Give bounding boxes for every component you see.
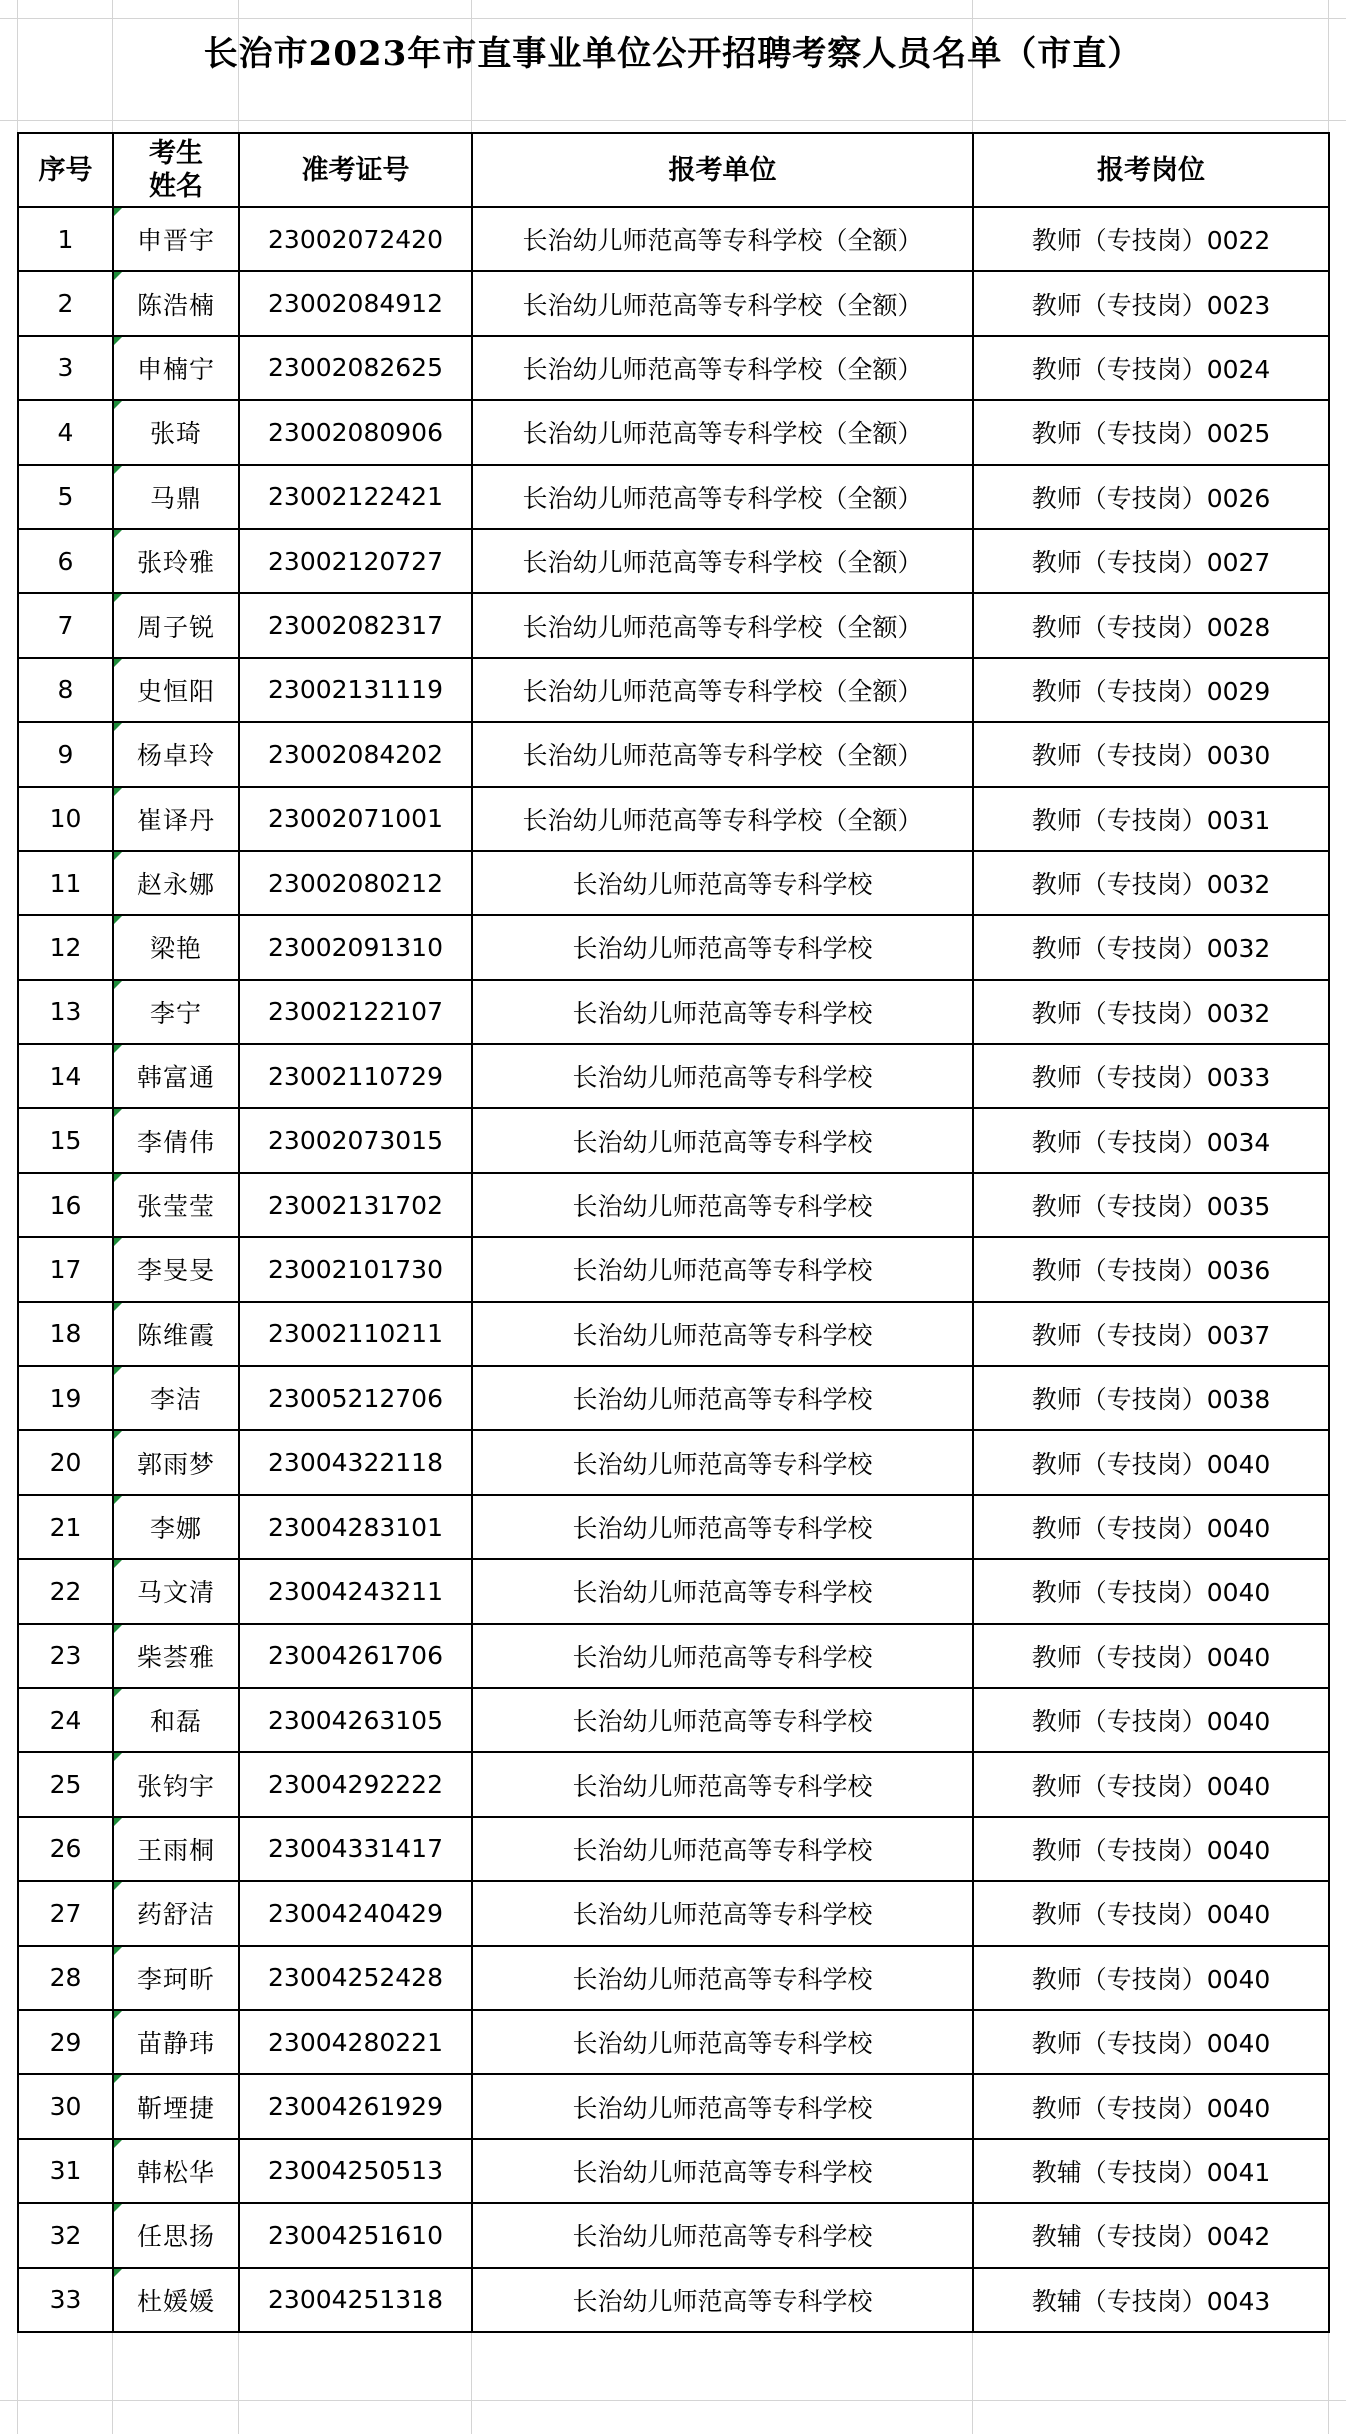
table-row (18, 1495, 1329, 1559)
cell-exam-id: 23004250513 (239, 2139, 472, 2203)
cell-unit: 长治幼儿师范高等专科学校 (472, 2074, 973, 2138)
candidate-name: 崔译丹 (136, 805, 215, 835)
cell-seq: 4 (18, 400, 113, 464)
cell-comment-marker-icon (114, 2204, 122, 2212)
cell-name (113, 1688, 239, 1752)
cell-seq: 33 (18, 2268, 113, 2332)
cell-name (113, 1237, 239, 1301)
candidate-name: 申晋宇 (136, 226, 215, 256)
cell-position: 教师（专技岗）0035 (973, 1173, 1329, 1237)
cell-exam-id: 23002122421 (239, 465, 472, 529)
cell-exam-id: 23004263105 (239, 1688, 472, 1752)
cell-exam-id: 23002091310 (239, 915, 472, 979)
cell-comment-marker-icon (114, 1367, 122, 1375)
cell-seq: 27 (18, 1881, 113, 1945)
cell-comment-marker-icon (114, 401, 122, 409)
candidate-name: 张玲雅 (136, 548, 215, 578)
cell-position: 教师（专技岗）0022 (973, 207, 1329, 271)
candidate-name: 杨卓玲 (136, 741, 215, 771)
cell-exam-id: 23002101730 (239, 1237, 472, 1301)
cell-seq: 18 (18, 1302, 113, 1366)
cell-seq: 5 (18, 465, 113, 529)
candidate-name: 马文清 (136, 1578, 215, 1608)
header-name-line1: 考生 (149, 138, 203, 169)
cell-comment-marker-icon (114, 1818, 122, 1826)
candidate-name: 申楠宁 (136, 354, 215, 384)
cell-seq: 8 (18, 658, 113, 722)
cell-name (113, 1495, 239, 1559)
cell-unit: 长治幼儿师范高等专科学校 (472, 1237, 973, 1301)
cell-exam-id: 23004261929 (239, 2074, 472, 2138)
cell-comment-marker-icon (114, 2011, 122, 2019)
cell-exam-id: 23004331417 (239, 1817, 472, 1881)
cell-position: 教师（专技岗）0037 (973, 1302, 1329, 1366)
cell-exam-id: 23002110211 (239, 1302, 472, 1366)
cell-seq: 26 (18, 1817, 113, 1881)
cell-comment-marker-icon (114, 723, 122, 731)
cell-comment-marker-icon (114, 1947, 122, 1955)
table-row (18, 1302, 1329, 1366)
cell-name (113, 2139, 239, 2203)
cell-comment-marker-icon (114, 1689, 122, 1697)
cell-comment-marker-icon (114, 1303, 122, 1311)
cell-unit: 长治幼儿师范高等专科学校 (472, 1559, 973, 1623)
cell-seq: 17 (18, 1237, 113, 1301)
table-row (18, 1752, 1329, 1816)
cell-unit: 长治幼儿师范高等专科学校 (472, 1044, 973, 1108)
cell-exam-id: 23004243211 (239, 1559, 472, 1623)
cell-exam-id: 23004283101 (239, 1495, 472, 1559)
candidate-name: 王雨桐 (136, 1835, 215, 1865)
cell-unit: 长治幼儿师范高等专科学校 (472, 1752, 973, 1816)
cell-name (113, 1752, 239, 1816)
cell-name (113, 1108, 239, 1172)
header-name-line2: 姓名 (149, 171, 203, 202)
cell-comment-marker-icon (114, 852, 122, 860)
candidate-name: 靳堙捷 (136, 2093, 215, 2123)
candidate-name: 韩富通 (136, 1063, 215, 1093)
candidate-name: 任思扬 (136, 2222, 215, 2252)
header-seq: 序号 (18, 133, 113, 207)
cell-exam-id: 23004240429 (239, 1881, 472, 1945)
table-row (18, 658, 1329, 722)
cell-position: 教师（专技岗）0040 (973, 2010, 1329, 2074)
cell-unit: 长治幼儿师范高等专科学校 (472, 2203, 973, 2267)
cell-comment-marker-icon (114, 337, 122, 345)
cell-unit: 长治幼儿师范高等专科学校 (472, 1430, 973, 1494)
candidate-name: 张琦 (149, 419, 202, 449)
candidate-name: 李旻旻 (136, 1256, 215, 1286)
cell-comment-marker-icon (114, 272, 122, 280)
cell-comment-marker-icon (114, 1045, 122, 1053)
cell-position: 教师（专技岗）0023 (973, 271, 1329, 335)
cell-position: 教辅（专技岗）0041 (973, 2139, 1329, 2203)
cell-unit: 长治幼儿师范高等专科学校 (472, 1624, 973, 1688)
candidate-name: 周子锐 (136, 612, 215, 642)
cell-name (113, 336, 239, 400)
cell-unit: 长治幼儿师范高等专科学校（全额） (472, 787, 973, 851)
candidate-name: 柴荟雅 (136, 1642, 215, 1672)
cell-position: 教师（专技岗）0038 (973, 1366, 1329, 1430)
cell-name (113, 2010, 239, 2074)
cell-name (113, 980, 239, 1044)
cell-name (113, 2074, 239, 2138)
table-row (18, 2268, 1329, 2332)
cell-seq: 28 (18, 1946, 113, 2010)
cell-seq: 29 (18, 2010, 113, 2074)
cell-unit: 长治幼儿师范高等专科学校 (472, 1495, 973, 1559)
cell-position: 教师（专技岗）0040 (973, 1817, 1329, 1881)
cell-seq: 16 (18, 1173, 113, 1237)
candidate-name: 郭雨梦 (136, 1449, 215, 1479)
cell-exam-id: 23005212706 (239, 1366, 472, 1430)
cell-position: 教师（专技岗）0025 (973, 400, 1329, 464)
cell-comment-marker-icon (114, 1882, 122, 1890)
cell-position: 教师（专技岗）0028 (973, 593, 1329, 657)
table-body (18, 207, 1329, 2332)
cell-seq: 2 (18, 271, 113, 335)
cell-exam-id: 23002110729 (239, 1044, 472, 1108)
header-unit: 报考单位 (472, 133, 973, 207)
cell-exam-id: 23002082625 (239, 336, 472, 400)
candidate-name: 苗静玮 (136, 2029, 215, 2059)
cell-position: 教师（专技岗）0034 (973, 1108, 1329, 1172)
cell-name (113, 787, 239, 851)
cell-unit: 长治幼儿师范高等专科学校（全额） (472, 658, 973, 722)
candidate-name: 李倩伟 (136, 1127, 215, 1157)
cell-unit: 长治幼儿师范高等专科学校 (472, 1108, 973, 1172)
cell-exam-id: 23002131119 (239, 658, 472, 722)
cell-position: 教师（专技岗）0032 (973, 851, 1329, 915)
cell-unit: 长治幼儿师范高等专科学校 (472, 1946, 973, 2010)
cell-position: 教师（专技岗）0026 (973, 465, 1329, 529)
cell-exam-id: 23002080906 (239, 400, 472, 464)
cell-seq: 22 (18, 1559, 113, 1623)
candidate-name: 梁艳 (149, 934, 202, 964)
cell-position: 教师（专技岗）0040 (973, 1559, 1329, 1623)
table-row (18, 2139, 1329, 2203)
table-row (18, 271, 1329, 335)
cell-unit: 长治幼儿师范高等专科学校（全额） (472, 336, 973, 400)
cell-exam-id: 23002120727 (239, 529, 472, 593)
header-position: 报考岗位 (973, 133, 1329, 207)
cell-name (113, 1302, 239, 1366)
cell-position: 教师（专技岗）0029 (973, 658, 1329, 722)
cell-position: 教师（专技岗）0032 (973, 980, 1329, 1044)
cell-exam-id: 23002072420 (239, 207, 472, 271)
cell-position: 教师（专技岗）0040 (973, 1624, 1329, 1688)
cell-name (113, 915, 239, 979)
cell-position: 教师（专技岗）0040 (973, 1688, 1329, 1752)
cell-seq: 12 (18, 915, 113, 979)
cell-comment-marker-icon (114, 916, 122, 924)
cell-comment-marker-icon (114, 1174, 122, 1182)
cell-position: 教师（专技岗）0040 (973, 1946, 1329, 2010)
cell-unit: 长治幼儿师范高等专科学校 (472, 915, 973, 979)
candidate-name: 和磊 (149, 1707, 202, 1737)
cell-unit: 长治幼儿师范高等专科学校（全额） (472, 593, 973, 657)
table-row (18, 2203, 1329, 2267)
table-row (18, 529, 1329, 593)
candidate-name: 杜媛媛 (136, 2286, 215, 2316)
cell-name (113, 1559, 239, 1623)
cell-exam-id: 23002122107 (239, 980, 472, 1044)
candidate-name: 赵永娜 (136, 870, 215, 900)
table-row (18, 1044, 1329, 1108)
cell-comment-marker-icon (114, 1753, 122, 1761)
cell-unit: 长治幼儿师范高等专科学校（全额） (472, 529, 973, 593)
cell-seq: 21 (18, 1495, 113, 1559)
cell-seq: 31 (18, 2139, 113, 2203)
cell-name (113, 2203, 239, 2267)
cell-exam-id: 23002082317 (239, 593, 472, 657)
candidate-name: 韩松华 (136, 2157, 215, 2187)
candidate-name: 李珂昕 (136, 1964, 215, 1994)
cell-comment-marker-icon (114, 659, 122, 667)
cell-seq: 11 (18, 851, 113, 915)
table-row (18, 1624, 1329, 1688)
cell-position: 教师（专技岗）0040 (973, 1881, 1329, 1945)
cell-position: 教师（专技岗）0031 (973, 787, 1329, 851)
cell-position: 教师（专技岗）0036 (973, 1237, 1329, 1301)
table-row (18, 1559, 1329, 1623)
table-row (18, 915, 1329, 979)
cell-exam-id: 23002131702 (239, 1173, 472, 1237)
candidate-name: 张钧宇 (136, 1771, 215, 1801)
cell-unit: 长治幼儿师范高等专科学校 (472, 2139, 973, 2203)
cell-name (113, 1366, 239, 1430)
candidate-name: 药舒洁 (136, 1900, 215, 1930)
cell-unit: 长治幼儿师范高等专科学校 (472, 1173, 973, 1237)
table-row (18, 1688, 1329, 1752)
page-title: 长治市2023年市直事业单位公开招聘考察人员名单（市直） (203, 34, 1143, 74)
table-row (18, 722, 1329, 786)
cell-exam-id: 23004252428 (239, 1946, 472, 2010)
cell-comment-marker-icon (114, 1625, 122, 1633)
cell-name (113, 1624, 239, 1688)
table-row (18, 1108, 1329, 1172)
candidate-name: 史恒阳 (136, 676, 215, 706)
table-row (18, 1430, 1329, 1494)
candidate-name: 李洁 (149, 1385, 202, 1415)
cell-unit: 长治幼儿师范高等专科学校（全额） (472, 271, 973, 335)
table-row (18, 593, 1329, 657)
cell-exam-id: 23004251610 (239, 2203, 472, 2267)
cell-unit: 长治幼儿师范高等专科学校 (472, 2010, 973, 2074)
table-row (18, 787, 1329, 851)
cell-comment-marker-icon (114, 788, 122, 796)
cell-comment-marker-icon (114, 1109, 122, 1117)
cell-unit: 长治幼儿师范高等专科学校（全额） (472, 465, 973, 529)
table-row (18, 1366, 1329, 1430)
cell-exam-id: 23004322118 (239, 1430, 472, 1494)
cell-seq: 30 (18, 2074, 113, 2138)
cell-seq: 19 (18, 1366, 113, 1430)
cell-seq: 9 (18, 722, 113, 786)
cell-name (113, 1881, 239, 1945)
cell-unit: 长治幼儿师范高等专科学校 (472, 1881, 973, 1945)
table-row (18, 207, 1329, 271)
table-row (18, 1946, 1329, 2010)
table-row (18, 465, 1329, 529)
cell-name (113, 593, 239, 657)
cell-seq: 24 (18, 1688, 113, 1752)
cell-comment-marker-icon (114, 1560, 122, 1568)
cell-exam-id: 23002071001 (239, 787, 472, 851)
cell-position: 教师（专技岗）0040 (973, 1430, 1329, 1494)
cell-exam-id: 23002084912 (239, 271, 472, 335)
cell-comment-marker-icon (114, 1496, 122, 1504)
table-row (18, 2074, 1329, 2138)
cell-name (113, 529, 239, 593)
candidate-name: 李娜 (149, 1514, 202, 1543)
cell-name (113, 1173, 239, 1237)
cell-comment-marker-icon (114, 466, 122, 474)
cell-name (113, 1044, 239, 1108)
cell-comment-marker-icon (114, 981, 122, 989)
candidate-name: 陈浩楠 (136, 290, 215, 320)
candidate-name: 马鼎 (149, 483, 202, 513)
cell-name (113, 722, 239, 786)
cell-name (113, 851, 239, 915)
cell-exam-id: 23004261706 (239, 1624, 472, 1688)
table-row (18, 2010, 1329, 2074)
cell-seq: 10 (18, 787, 113, 851)
cell-seq: 13 (18, 980, 113, 1044)
cell-unit: 长治幼儿师范高等专科学校 (472, 1302, 973, 1366)
table-row (18, 1173, 1329, 1237)
cell-unit: 长治幼儿师范高等专科学校（全额） (472, 722, 973, 786)
cell-comment-marker-icon (114, 208, 122, 216)
cell-comment-marker-icon (114, 2269, 122, 2277)
cell-name (113, 1817, 239, 1881)
cell-seq: 25 (18, 1752, 113, 1816)
candidate-table (17, 132, 1330, 2333)
cell-unit: 长治幼儿师范高等专科学校（全额） (472, 207, 973, 271)
table-row (18, 400, 1329, 464)
cell-name (113, 465, 239, 529)
cell-name (113, 400, 239, 464)
cell-exam-id: 23002084202 (239, 722, 472, 786)
table-row (18, 1881, 1329, 1945)
cell-exam-id: 23004251318 (239, 2268, 472, 2332)
cell-unit: 长治幼儿师范高等专科学校 (472, 1688, 973, 1752)
cell-unit: 长治幼儿师范高等专科学校 (472, 980, 973, 1044)
cell-seq: 32 (18, 2203, 113, 2267)
cell-unit: 长治幼儿师范高等专科学校 (472, 1366, 973, 1430)
candidate-name: 张莹莹 (136, 1192, 215, 1222)
cell-position: 教师（专技岗）0032 (973, 915, 1329, 979)
cell-seq: 23 (18, 1624, 113, 1688)
cell-seq: 14 (18, 1044, 113, 1108)
cell-seq: 3 (18, 336, 113, 400)
cell-seq: 7 (18, 593, 113, 657)
cell-seq: 15 (18, 1108, 113, 1172)
cell-name (113, 207, 239, 271)
cell-name (113, 1430, 239, 1494)
header-name (113, 133, 239, 207)
cell-position: 教辅（专技岗）0043 (973, 2268, 1329, 2332)
cell-name (113, 271, 239, 335)
cell-seq: 20 (18, 1430, 113, 1494)
cell-comment-marker-icon (114, 2140, 122, 2148)
cell-name (113, 2268, 239, 2332)
cell-position: 教师（专技岗）0040 (973, 1495, 1329, 1559)
table-row (18, 980, 1329, 1044)
candidate-name: 李宁 (149, 998, 202, 1028)
cell-unit: 长治幼儿师范高等专科学校 (472, 2268, 973, 2332)
cell-seq: 1 (18, 207, 113, 271)
table-row (18, 336, 1329, 400)
cell-name (113, 1946, 239, 2010)
table-row (18, 851, 1329, 915)
cell-comment-marker-icon (114, 1238, 122, 1246)
cell-position: 教师（专技岗）0024 (973, 336, 1329, 400)
cell-unit: 长治幼儿师范高等专科学校（全额） (472, 400, 973, 464)
cell-comment-marker-icon (114, 530, 122, 538)
cell-exam-id: 23002073015 (239, 1108, 472, 1172)
cell-unit: 长治幼儿师范高等专科学校 (472, 1817, 973, 1881)
cell-exam-id: 23004280221 (239, 2010, 472, 2074)
cell-position: 教辅（专技岗）0042 (973, 2203, 1329, 2267)
table-header-row (18, 133, 1329, 207)
cell-comment-marker-icon (114, 1431, 122, 1439)
table-row (18, 1817, 1329, 1881)
cell-exam-id: 23004292222 (239, 1752, 472, 1816)
cell-position: 教师（专技岗）0040 (973, 2074, 1329, 2138)
header-id: 准考证号 (239, 133, 472, 207)
cell-unit: 长治幼儿师范高等专科学校 (472, 851, 973, 915)
cell-exam-id: 23002080212 (239, 851, 472, 915)
cell-name (113, 658, 239, 722)
cell-position: 教师（专技岗）0033 (973, 1044, 1329, 1108)
cell-position: 教师（专技岗）0027 (973, 529, 1329, 593)
cell-comment-marker-icon (114, 2075, 122, 2083)
candidate-name: 陈维霞 (136, 1320, 215, 1350)
cell-comment-marker-icon (114, 594, 122, 602)
table-row (18, 1237, 1329, 1301)
cell-position: 教师（专技岗）0040 (973, 1752, 1329, 1816)
cell-seq: 6 (18, 529, 113, 593)
cell-position: 教师（专技岗）0030 (973, 722, 1329, 786)
